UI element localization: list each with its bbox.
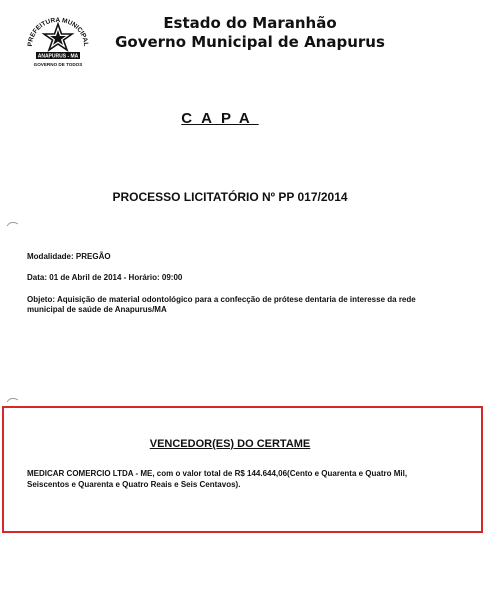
- date-line: [27, 273, 182, 283]
- header-government: Governo Municipal de Anapurus: [115, 33, 385, 51]
- winners-title: VENCEDOR(ES) DO CERTAME: [149, 438, 311, 450]
- scan-mark-icon: [6, 220, 20, 228]
- seal-motto: GOVERNO DE TODOS: [33, 62, 83, 67]
- date-label: Data:: [27, 273, 48, 282]
- objeto-block: [27, 295, 427, 315]
- objeto-label: Objeto:: [27, 295, 55, 304]
- modalidade-line: [27, 252, 111, 262]
- date-value: 01 de Abril de 2014 - Horário: 09:00: [49, 273, 183, 282]
- winners-text: MEDICAR COMERCIO LTDA - ME, com o valor total de R$ 144.644,06(Cento e Quarenta e Quatro Mil, Seiscentos e Quarenta e Quatro Reais e Seis Centavos).: [27, 469, 408, 489]
- seal-graphic: [22, 10, 94, 72]
- scan-mark-icon: [6, 396, 20, 404]
- cover-title: CAPA: [181, 110, 259, 127]
- header-state: Estado do Maranhão: [163, 14, 337, 32]
- objeto-value: Aquisição de material odontológico para a confecção de prótese dentaria de interesse da rede municipal de saúde de Anapurus/MA: [27, 295, 416, 314]
- modalidade-label: Modalidade:: [27, 252, 74, 261]
- document-header: [100, 14, 400, 52]
- municipal-seal-icon: [22, 10, 94, 72]
- seal-banner-text: ANAPURUS - MA: [37, 53, 79, 60]
- seal-arc-text: PREFEITURA MUNICIPAL: [26, 16, 90, 47]
- modalidade-value: PREGÃO: [75, 252, 111, 261]
- process-number: PROCESSO LICITATÓRIO Nº PP 017/2014: [112, 190, 348, 204]
